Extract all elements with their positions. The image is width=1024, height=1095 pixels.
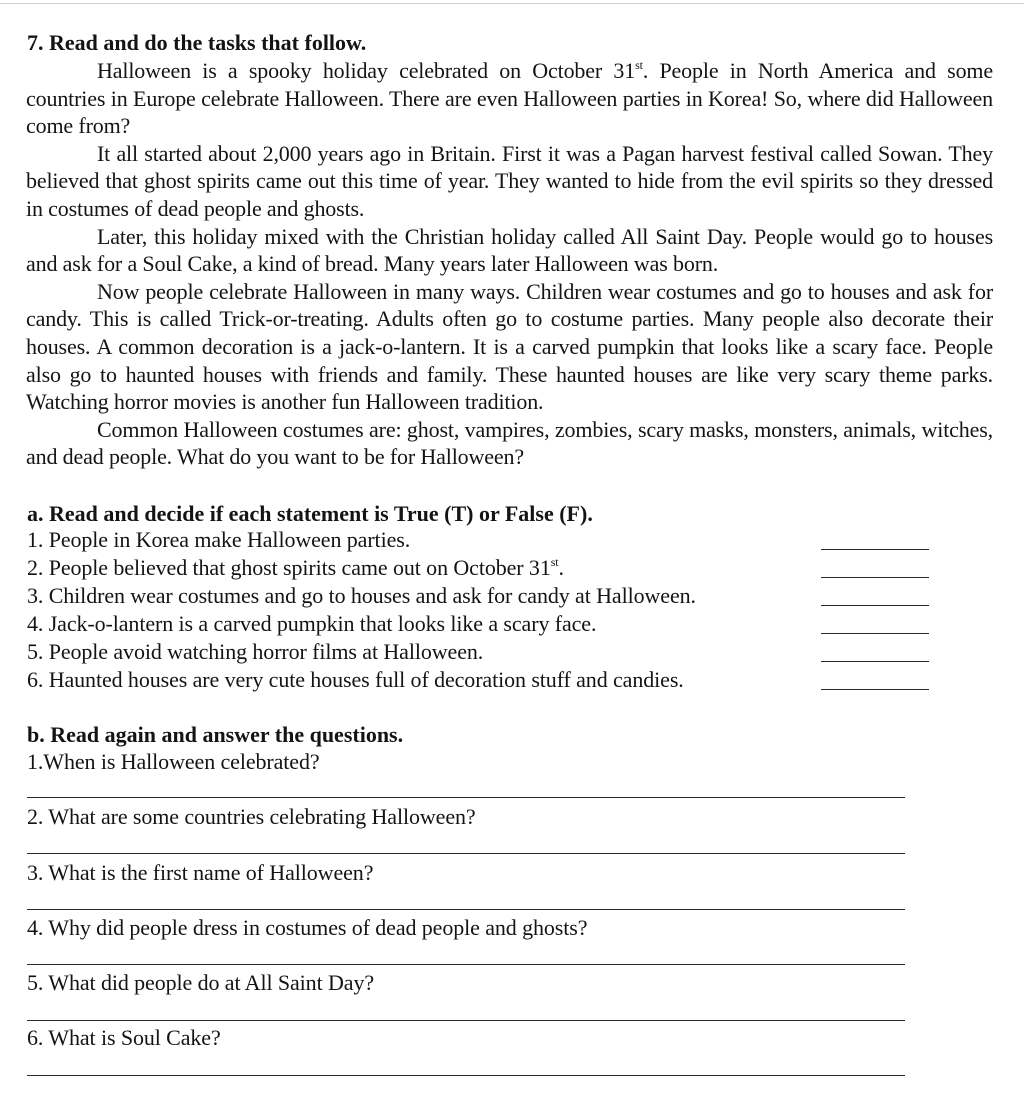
passage-paragraph-2: It all started about 2,000 years ago in Britain. First it was a Pagan harvest festival called Sowan. They believed that ghost spirits came out this time of year. They wanted to hide from the evil spirits so they dressed in costumes of dead people and ghosts. <box>26 140 993 221</box>
answer-line[interactable] <box>27 964 905 965</box>
statement-text: 5. People avoid watching horror films at Halloween. <box>27 639 484 664</box>
statement-text: 2. People believed that ghost spirits came out on October 31st. <box>27 555 564 580</box>
statement-text: 4. Jack-o-lantern is a carved pumpkin that looks like a scary face. <box>27 611 597 636</box>
statement-row <box>27 554 1007 582</box>
answer-blank[interactable] <box>821 605 929 606</box>
question-text: 3. What is the first name of Halloween? <box>27 860 374 885</box>
answer-line[interactable] <box>27 1020 905 1021</box>
answer-blank[interactable] <box>821 549 929 550</box>
answer-line[interactable] <box>27 797 905 798</box>
question-text: 6. What is Soul Cake? <box>27 1025 221 1050</box>
passage-paragraph-5: Common Halloween costumes are: ghost, vampires, zombies, scary masks, monsters, animals, witches, and dead people. What do you want to be for Halloween? <box>26 416 993 470</box>
statement-row <box>27 582 1007 610</box>
section-b-title: b. Read again and answer the questions. <box>27 722 404 747</box>
answer-line[interactable] <box>27 1075 905 1076</box>
statement-text: 1. People in Korea make Halloween parties. <box>27 527 411 552</box>
answer-blank[interactable] <box>821 577 929 578</box>
reading-passage <box>26 57 993 471</box>
date-superscript: st <box>635 58 643 72</box>
answer-blank[interactable] <box>821 661 929 662</box>
question-text: 1.When is Halloween celebrated? <box>27 749 320 774</box>
answer-line[interactable] <box>27 909 905 910</box>
statement-row <box>27 610 1007 638</box>
question-text: 4. Why did people dress in costumes of dead people and ghosts? <box>27 915 588 940</box>
exercise-title: 7. Read and do the tasks that follow. <box>27 30 367 55</box>
statement-row <box>27 666 1007 694</box>
passage-paragraph-4: Now people celebrate Halloween in many ways. Children wear costumes and go to houses and ask for candy. This is called Trick-or-treating. Adults often go to costume parties. Many people also decorate their houses. A common decoration is a jack-o-lantern. It is a carved pumpkin that looks like a scary face. People also go to haunted houses with friends and family. These haunted houses are like very scary theme parks. Watching horror movies is another fun Halloween tradition. <box>26 278 993 415</box>
passage-paragraph-1: Halloween is a spooky holiday celebrated on October 31st. People in North America and some countries in Europe celebrate Halloween. There are even Halloween parties in Korea! So, where did Halloween come from? <box>26 58 994 139</box>
question-text: 5. What did people do at All Saint Day? <box>27 970 375 995</box>
section-a-title: a. Read and decide if each statement is True (T) or False (F). <box>27 501 593 526</box>
statement-text: 6. Haunted houses are very cute houses full of decoration stuff and candies. <box>27 667 684 692</box>
question-text: 2. What are some countries celebrating Halloween? <box>27 804 476 829</box>
top-divider <box>0 3 1024 4</box>
passage-paragraph-3: Later, this holiday mixed with the Christian holiday called All Saint Day. People would go to houses and ask for a Soul Cake, a kind of bread. Many years later Halloween was born. <box>26 223 993 277</box>
answer-blank[interactable] <box>821 633 929 634</box>
statement-row <box>27 526 1007 554</box>
answer-line[interactable] <box>27 853 905 854</box>
statement-row <box>27 638 1007 666</box>
statement-text: 3. Children wear costumes and go to houses and ask for candy at Halloween. <box>27 583 696 608</box>
answer-blank[interactable] <box>821 689 929 690</box>
